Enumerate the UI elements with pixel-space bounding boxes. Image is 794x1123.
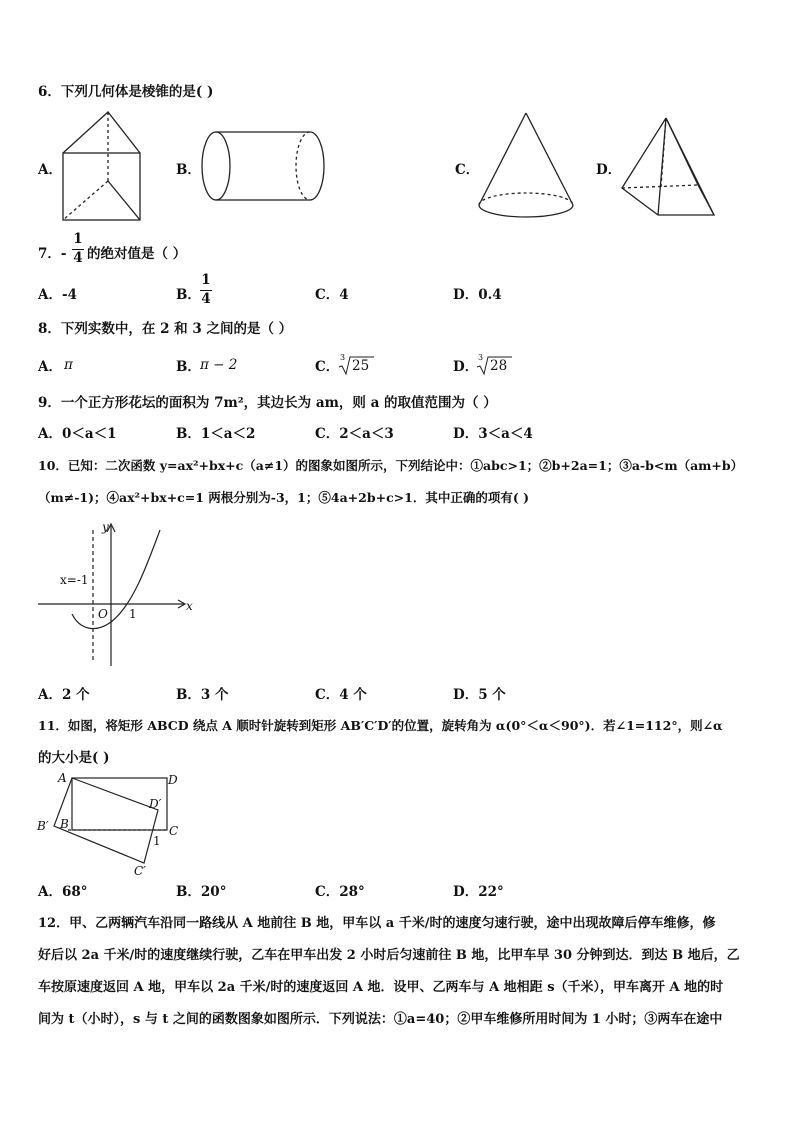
q11-option-c: C．28° <box>315 884 365 900</box>
q8-option-a-value: π <box>64 357 73 373</box>
q12-stem-line1: 12．甲、乙两辆汽车沿同一路线从 A 地前往 B 地，甲车以 a 千米/时的速度匀速行驶，途中出现故障后停车维修，修 <box>38 916 716 931</box>
q11-stem-line1: 11．如图，将矩形 ABCD 绕点 A 顺时针旋转到矩形 AB′C′D′的位置，旋转角为 α(0°＜α＜90°)．若∠1=112°，则∠α <box>38 718 723 733</box>
q10-stem-line2: （m≠-1)；④ax²+bx+c=1 两根分别为-3，1；⑤4a+2b+c>1．其中正确的项有( ) <box>38 490 530 505</box>
cone-figure <box>474 110 578 220</box>
q6-option-c-label: C． <box>455 162 480 178</box>
q7-stem-tail: 的绝对值是（ ） <box>87 246 187 262</box>
q8-option-c-root-index: 3 <box>340 353 346 362</box>
q7-option-b-fraction <box>200 274 212 306</box>
fig-label-d: D <box>168 773 178 787</box>
parabola-graph <box>36 518 196 668</box>
q7-fraction-denominator: 4 <box>73 249 83 266</box>
fig-label-c: C <box>169 824 179 838</box>
q11-option-d: D．22° <box>453 884 504 900</box>
q10-option-b: B．3 个 <box>176 687 229 703</box>
q7-option-b-label: B． <box>176 287 201 303</box>
q6-option-b-label: B． <box>176 162 201 178</box>
q12-stem-line2: 好后以 2a 千米/时的速度继续行驶，乙车在甲车出发 2 小时后匀速前往 B 地，比甲车早 30 分钟到达．到达 B 地后，乙 <box>38 948 740 963</box>
q8-option-d-label: D． <box>453 359 479 375</box>
fig-label-angle-1: 1 <box>153 834 161 848</box>
q9-option-b: B．1＜a＜2 <box>176 426 256 442</box>
q7-option-d: D．0.4 <box>453 287 502 303</box>
q7-option-c: C．4 <box>315 287 349 303</box>
q7-number: 7．- <box>38 246 67 262</box>
fig-label-b-prime: B′ <box>37 819 49 833</box>
q8-option-d-root-index: 3 <box>478 353 484 362</box>
q9-stem: 9．一个正方形花坛的面积为 7m²，其边长为 am，则 a 的取值范围为（ ） <box>38 395 497 411</box>
q8-stem: 8．下列实数中，在 2 和 3 之间的是（ ） <box>38 321 293 337</box>
fig-label-b: B <box>60 817 69 831</box>
graph-y-label: y <box>102 520 109 534</box>
q11-option-b: B．20° <box>176 884 227 900</box>
square-pyramid-figure <box>618 113 720 219</box>
q8-option-c-radicand: 25 <box>352 358 370 374</box>
q6-option-a-label: A． <box>38 162 62 178</box>
q9-option-c: C．2＜a＜3 <box>315 426 394 442</box>
q7-fraction <box>72 233 84 265</box>
q8-option-b-value: π − 2 <box>200 357 238 373</box>
q9-option-d: D．3＜a＜4 <box>453 426 533 442</box>
q7-option-a: A．-4 <box>38 287 77 303</box>
graph-axis-of-symmetry-label: x=-1 <box>60 573 89 587</box>
q10-option-d: D．5 个 <box>453 687 506 703</box>
q9-option-a: A．0＜a＜1 <box>38 426 117 442</box>
q10-option-c: C．4 个 <box>315 687 367 703</box>
graph-x-label: x <box>186 599 193 613</box>
q8-option-d-radicand: 28 <box>490 358 508 374</box>
q7-option-b-numerator: 1 <box>201 272 211 288</box>
q6-stem: 6．下列几何体是棱锥的是( ) <box>38 84 214 100</box>
q8-option-b-label: B． <box>176 359 201 375</box>
fig-label-d-prime: D′ <box>149 797 162 811</box>
graph-tick-label-1: 1 <box>129 607 137 621</box>
q10-option-a: A．2 个 <box>38 687 90 703</box>
q12-stem-line4: 间为 t（小时），s 与 t 之间的函数图象如图所示．下列说法：①a=40；②甲车维修所用时间为 1 小时；③两车在途中 <box>38 1012 723 1027</box>
q8-option-a-label: A． <box>38 359 62 375</box>
q7-option-b-denominator: 4 <box>201 290 211 307</box>
triangular-prism-figure <box>58 108 148 223</box>
fig-label-a: A <box>58 771 67 785</box>
fig-label-c-prime: C′ <box>134 864 146 878</box>
rotated-rectangle-figure <box>34 768 194 880</box>
q12-stem-line3: 车按原速度返回 A 地，甲车以 2a 千米/时的速度返回 A 地．设甲、乙两车与 A 地相距 s（千米），甲车离开 A 地的时 <box>38 980 724 995</box>
q11-option-a: A．68° <box>38 884 88 900</box>
q10-stem-line1: 10．已知：二次函数 y=ax²+bx+c（a≠1）的图象如图所示，下列结论中：①abc>1；②b+2a=1；③a-b<m（am+b） <box>38 458 744 473</box>
graph-origin-label: O <box>98 607 108 621</box>
q8-option-c-label: C． <box>315 359 340 375</box>
q11-stem-line2: 的大小是( ) <box>38 750 110 766</box>
q6-option-d-label: D． <box>596 162 622 178</box>
q7-fraction-numerator: 1 <box>73 231 83 247</box>
cylinder-figure <box>198 128 328 206</box>
